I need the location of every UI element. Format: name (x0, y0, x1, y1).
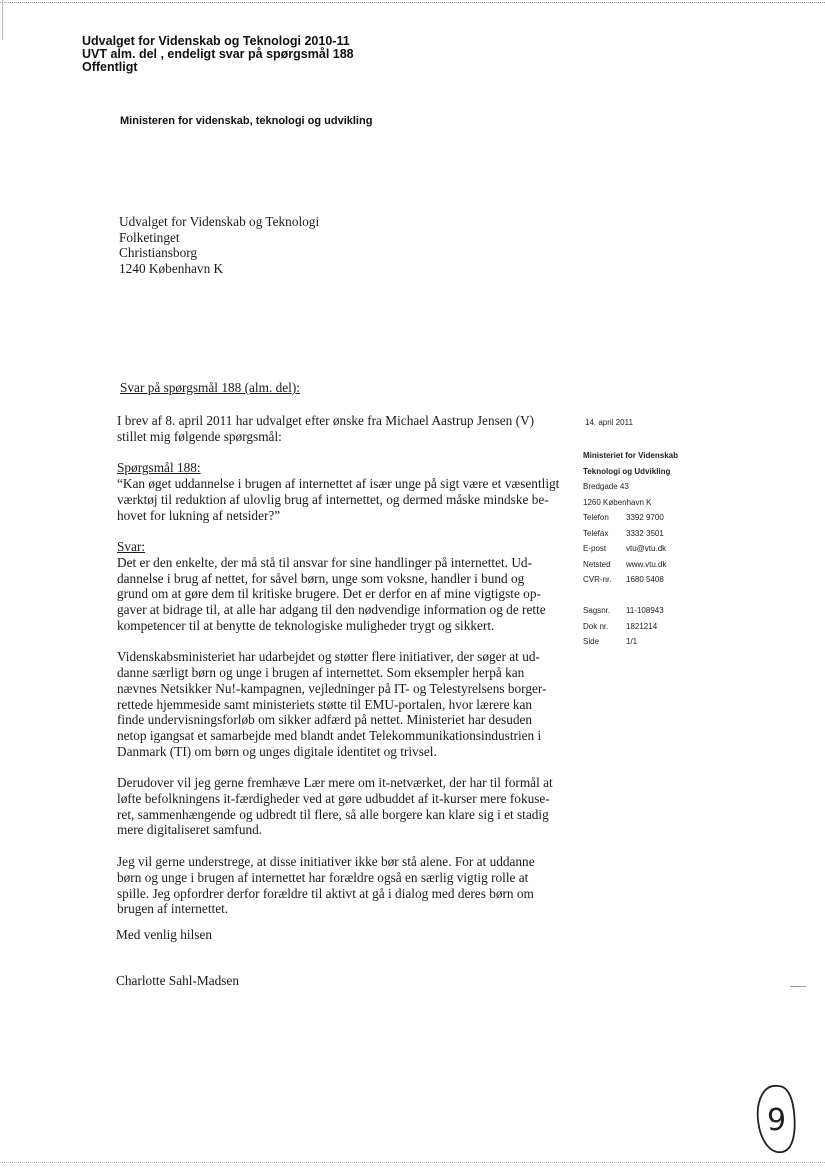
document-header (82, 35, 354, 74)
intro-paragraph: I brev af 8. april 2011 har udvalget efter ønske fra Michael Aastrup Jensen (V) stillet mig følgende spørgsmål: (117, 413, 535, 444)
letter-date: 14. april 2011 (585, 418, 633, 427)
contact-row-email: E-post vtu@vtu.dk (583, 544, 667, 553)
initiatives-paragraph: Videnskabsministeriet har udarbejdet og støtter flere initiativer, der søger at ud- danne særligt børn og unge i brugen af internettet. Som eksempler herpå kan nævnes Netsikker Nu!-kampagnen, vejledninger på IT- og Telestyrelsens borger- rettede hjemmeside samt ministeriets støtte til EMU-portalen, hvor lærere kan finde undervisningsforløb om sikker adfærd på nettet. Ministeriet har desuden netop igangsat et samarbejde med blandt andet Telekommunikationsindustrien i Danmark (TI) om børn og unges digitale identitet og trivsel. (117, 649, 547, 759)
ministry-name: Ministeriet for Videnskab Teknologi og Udvikling (583, 451, 678, 476)
recipient-line: Christiansborg (119, 245, 198, 261)
closing-greeting: Med venlig hilsen (116, 927, 213, 942)
recipient-address (119, 214, 319, 276)
network-paragraph: Derudover vil jeg gerne fremhæve Lær mere om it-netværket, der har til formål at løfte befolkningens it-færdigheder ved at gøre udbuddet af it-kurser mere fokuse- ret, sammenhængende og udbredt til flere, så alle borgere kan klare sig i et stadig mere digitaliseret samfund. (117, 775, 553, 838)
letter-subject: Svar på spørgsmål 188 (alm. del): (120, 380, 300, 395)
scan-edge-bottom (0, 1162, 825, 1163)
signer-name: Charlotte Sahl-Madsen (116, 973, 239, 988)
contact-row-website: Netsted www.vtu.dk (583, 559, 667, 569)
contact-row-cvr: CVR-nr. 1680 5408 (583, 575, 664, 584)
recipient-line: Udvalget for Videnskab og Teknologi (119, 214, 320, 229)
handwritten-mark-text: 9 (767, 1103, 787, 1138)
parents-paragraph: Jeg vil gerne understrege, at disse initiativer ikke bør stå alene. For at uddanne børn og unge i brugen af internettet har forældre også en særlig vigtig rolle at spille. Jeg opfordrer derfor forældre til aktivt at gå i dialog med deres børn om brugen af internettet. (117, 854, 535, 917)
scan-margin-dash (790, 986, 806, 987)
scan-edge-left (2, 0, 3, 40)
minister-title: Ministeren for videnskab, teknologi og udvikling (120, 115, 373, 127)
ministry-address: Bredgade 43 1260 København K (583, 482, 652, 507)
answer-paragraph: Det er den enkelte, der må stå til ansvar for sine handlinger på internettet. Ud- dannelse i brug af nettet, for såvel børn, unge som voksne, handler i bund og grund om at gøre dem til kritiske brugere. Det er derfor en af mine vigtigste op- gaver at bidrage til, at alle har adgang til den nødvendige information og de rette kompetencer til at benytte de teknologiske muligheder trygt og sikkert. (117, 554, 546, 633)
ref-row-page: Side 1/1 (583, 637, 638, 646)
handwritten-page-number (752, 1082, 798, 1158)
question-heading: Spørgsmål 188: (117, 460, 201, 476)
contact-row-fax: Telefax 3332 3501 (583, 528, 664, 538)
question-text: “Kan øget uddannelse i brugen af internettet af især unge på sigt være et væsentligt værktøj til reduktion af ulovlig brug af internettet, og dermed måske mindske be- hovet for lukning af netsider?” (117, 476, 560, 523)
header-status: Offentligt (82, 60, 138, 74)
scan-edge-top (0, 2, 825, 3)
ref-row-case: Sagsnr. 11-108943 (583, 606, 664, 615)
ministry-contact-info (583, 510, 666, 650)
letter-body (117, 413, 559, 917)
recipient-line: Folketinget (119, 229, 180, 245)
answer-heading: Svar: (117, 539, 146, 555)
header-committee: Udvalget for Videnskab og Teknologi 2010-11 (82, 34, 350, 48)
contact-row-phone: Telefon 3392 9700 (583, 513, 664, 522)
ref-row-document: Dok nr. 1821214 (583, 621, 658, 631)
recipient-line: 1240 København K (119, 260, 224, 276)
header-reference: UVT alm. del , endeligt svar på spørgsmål 188 (82, 47, 354, 61)
